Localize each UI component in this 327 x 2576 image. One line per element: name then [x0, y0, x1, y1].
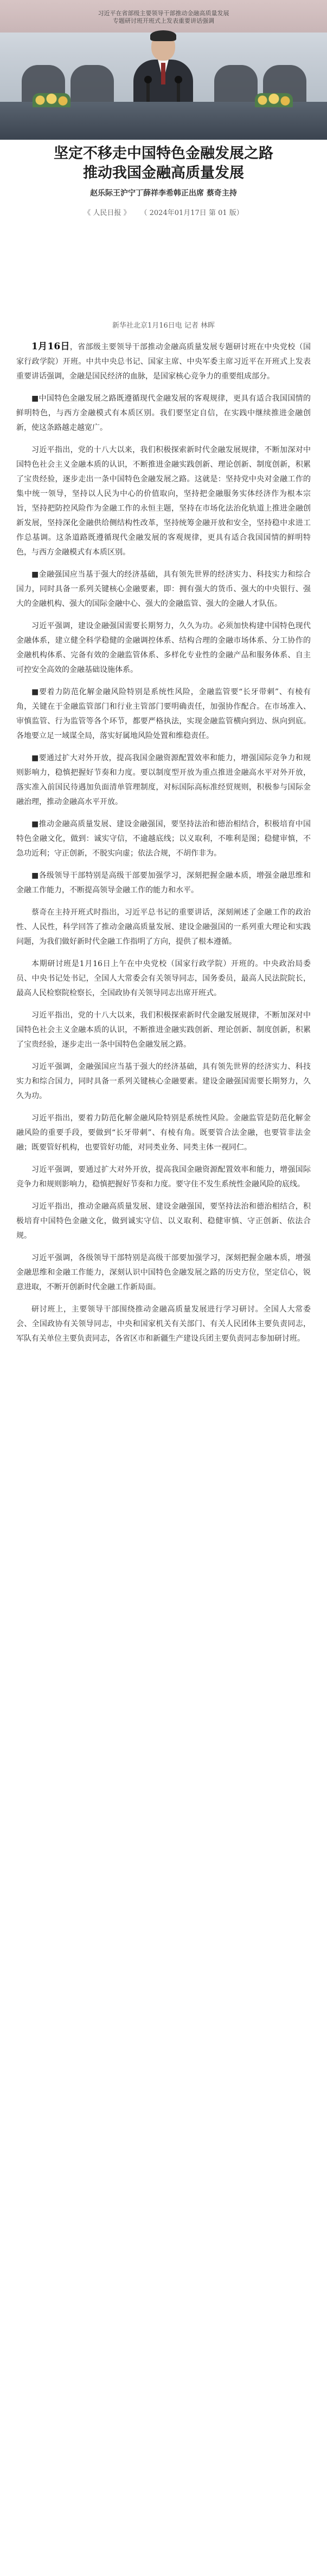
speaker-hair	[150, 30, 176, 41]
article-paragraph	[16, 751, 311, 810]
news-photo	[0, 0, 327, 140]
headline-line-2: 推动我国金融高质量发展	[83, 165, 244, 181]
article-paragraph	[16, 1008, 311, 1052]
paragraph-text: ■推动金融高质量发展、建设金融强国，要坚持法治和德治相结合，积极培育中国特色金融文化，做到：诚实守信，不逾越底线；以义取利，不唯利是图；稳健审慎，不急功近利；守正创新，不脱实向虚；依法合规，不胡作非为。	[16, 820, 311, 858]
paragraph-text: 研讨班上，主要领导干部围绕推动金融高质量发展进行学习研讨。全国人大常委会、全国政协有关领导同志，中央和国家机关有关部门、有关人民团体主要负责同志，军队有关单位主要负责同志，各省区市和新疆生产建设兵团主要负责同志参加研讨班。	[16, 1305, 311, 1343]
paragraph-text: ■中国特色金融发展之路既遵循现代金融发展的客观规律，更具有适合我国国情的鲜明特色，与西方金融模式有本质区别。我们要坚定自信，在实践中继续推进金融创新，使这条路越走越宽广。	[16, 394, 311, 432]
attendees-line: 赵乐际王沪宁丁薛祥李希韩正出席 蔡奇主持	[90, 189, 237, 198]
paragraph-list	[16, 340, 311, 1346]
article-paragraph	[16, 817, 311, 861]
article-paragraph	[16, 869, 311, 898]
article-paragraph	[16, 1251, 311, 1295]
paragraph-text: ，省部级主要领导干部推动金融高质量发展专题研讨班在中央党校（国家行政学院）开班。中共中央总书记、国家主席、中央军委主席习近平在开班式上发表重要讲话强调，金融是国民经济的血脉，是国家核心竞争力的重要组成部分。	[16, 343, 311, 381]
article-paragraph	[16, 392, 311, 435]
paragraph-text: 习近平强调，金融强国应当基于强大的经济基础，具有领先世界的经济实力、科技实力和综合国力，同时具备一系列关键核心金融要素。建设金融强国需要长期努力，久久为功。	[16, 1062, 311, 1100]
photo-caption	[65, 10, 262, 25]
article-paragraph	[16, 1163, 311, 1192]
byline: 新华社北京1月16日电 记者 林晖	[112, 322, 215, 330]
paragraph-text: 习近平指出，要着力防范化解金融风险特别是系统性风险。金融监管是防范化解金融风险的重要手段，要做到“长牙带刺”、有棱有角。既要管合法金融，也要管非法金融；既要管好机构，也要管好功能，对同类业务、同类主体一视同仁。	[16, 1114, 311, 1152]
article-paragraph	[16, 685, 311, 744]
publication-date: （ 2024年01月17日 第 01 版）	[140, 209, 243, 217]
paragraph-text: 习近平强调，建设金融强国需要长期努力，久久为功。必须加快构建中国特色现代金融体系，建立健全科学稳健的金融调控体系、结构合理的金融市场体系、分工协作的金融机构体系、完备有效的金融监管体系、多样化专业性的金融产品和服务体系、自主可控安全高效的金融基础设施体系。	[16, 622, 311, 674]
paragraph-lead: 1月16日	[31, 341, 70, 352]
paragraph-text: 蔡奇在主持开班式时指出，习近平总书记的重要讲话，深刻阐述了金融工作的政治性、人民性，科学回答了推动金融高质量发展、建设金融强国的一系列重大理论和实践问题，为我们做好新时代金融工作指明了方向，提供了根本遵循。	[16, 908, 311, 946]
article-paragraph	[16, 1060, 311, 1104]
paragraph-text: ■金融强国应当基于强大的经济基础，具有领先世界的经济实力、科技实力和综合国力，同时具备一系列关键核心金融要素，即：拥有强大的货币、强大的中央银行、强大的金融机构、强大的国际金融中心、强大的金融监管、强大的金融人才队伍。	[16, 570, 311, 608]
photo-caption-line-1: 习近平在省部级主要领导干部推动金融高质量发展	[98, 10, 229, 17]
article-body	[16, 319, 311, 1354]
newspaper-name: 《 人民日报 》	[84, 209, 131, 217]
paragraph-text: ■要着力防范化解金融风险特别是系统性风险，金融监管要“长牙带刺”、有棱有角，关键在于金融监管部门和行业主管部门要明确责任，加强协作配合。在市场准入、审慎监管、行为监管等各个环节，都要严格执法，实现金融监管横向到边、纵向到底。各地要立足一域谋全局，落实好属地风险处置和维稳责任。	[16, 688, 311, 740]
speaker-tie	[161, 63, 165, 84]
paragraph-text: 习近平指出，党的十八大以来，我们积极探索新时代金融发展规律，不断加深对中国特色社会主义金融本质的认识，不断推进金融实践创新、理论创新、制度创新，积累了宝贵经验，逐步走出一条中国特色金融发展之路。	[16, 1011, 311, 1049]
article-paragraph	[16, 340, 311, 384]
photo-caption-line-2: 专题研讨班开班式上发表重要讲话强调	[113, 17, 214, 24]
article-paragraph	[16, 1302, 311, 1346]
headline	[0, 144, 327, 183]
paragraph-text: ■要通过扩大对外开放，提高我国金融资源配置效率和能力，增强国际竞争力和规则影响力，稳慎把握好节奏和力度。要以制度型开放为重点推进金融高水平对外开放，落实准入前国民待遇加负面清单管理制度，对标国际高标准经贸规则，积极参与国际金融治理，推动金融高水平开放。	[16, 754, 311, 806]
article-paragraph	[16, 957, 311, 1001]
microphone-icon	[146, 81, 150, 103]
flower-decoration-right	[255, 93, 293, 107]
paragraph-text: 习近平强调，要通过扩大对外开放，提高我国金融资源配置效率和能力，增强国际竞争力和规则影响力，稳慎把握好节奏和力度。要守住不发生系统性金融风险的底线。	[16, 1165, 311, 1189]
article-header	[0, 140, 327, 302]
photo-podium	[0, 102, 327, 140]
article-paragraph	[16, 1111, 311, 1155]
paragraph-text: 习近平指出，党的十八大以来，我们积极探索新时代金融发展规律，不断加深对中国特色社会主义金融本质的认识，不断推进金融实践创新、理论创新、制度创新，积累了宝贵经验，逐步走出一条中国特色金融发展之路。这就是：坚持党中央对金融工作的集中统一领导，坚持以人民为中心的价值取向，坚持把金融服务实体经济作为根本宗旨，坚持把防控风险作为金融工作的永恒主题，坚持在市场化法治化轨道上推进金融创新发展，坚持深化金融供给侧结构性改革，坚持统筹金融开放和安全，坚持稳中求进工作总基调。这条道路既遵循现代金融发展的客观规律，更具有适合我国国情的鲜明特色，与西方金融模式有本质区别。	[16, 446, 311, 557]
microphone-icon-2	[177, 81, 180, 103]
article-paragraph	[16, 905, 311, 949]
headline-line-1: 坚定不移走中国特色金融发展之路	[54, 145, 273, 162]
article-paragraph	[16, 619, 311, 677]
paragraph-text: 本期研讨班是1月16日上午在中央党校（国家行政学院）开班的。中央政治局委员、中央书记处书记，全国人大常委会有关领导同志，国务委员，最高人民法院院长，最高人民检察院检察长，全国政协有关领导同志出席开班式。	[16, 960, 311, 997]
flower-decoration-left	[33, 93, 70, 107]
paragraph-text: ■各级领导干部特别是高级干部要加强学习，深刻把握金融本质，增强金融思维和金融工作能力，不断提高领导金融工作的能力和水平。	[16, 871, 311, 895]
paragraph-text: 习近平指出，推动金融高质量发展、建设金融强国，要坚持法治和德治相结合，积极培育中国特色金融文化，做到诚实守信、以义取利、稳健审慎、守正创新、依法合规。	[16, 1202, 311, 1240]
article-paragraph	[16, 443, 311, 560]
publication-meta	[0, 207, 327, 217]
paragraph-text: 习近平强调，各级领导干部特别是高级干部要加强学习，深刻把握金融本质，增强金融思维和金融工作能力，深刻认识中国特色金融发展之路的历史方位，坚定信心，锐意进取，不断开创新时代金融工作新局面。	[16, 1254, 311, 1292]
article-paragraph	[16, 568, 311, 611]
article-paragraph	[16, 1199, 311, 1243]
